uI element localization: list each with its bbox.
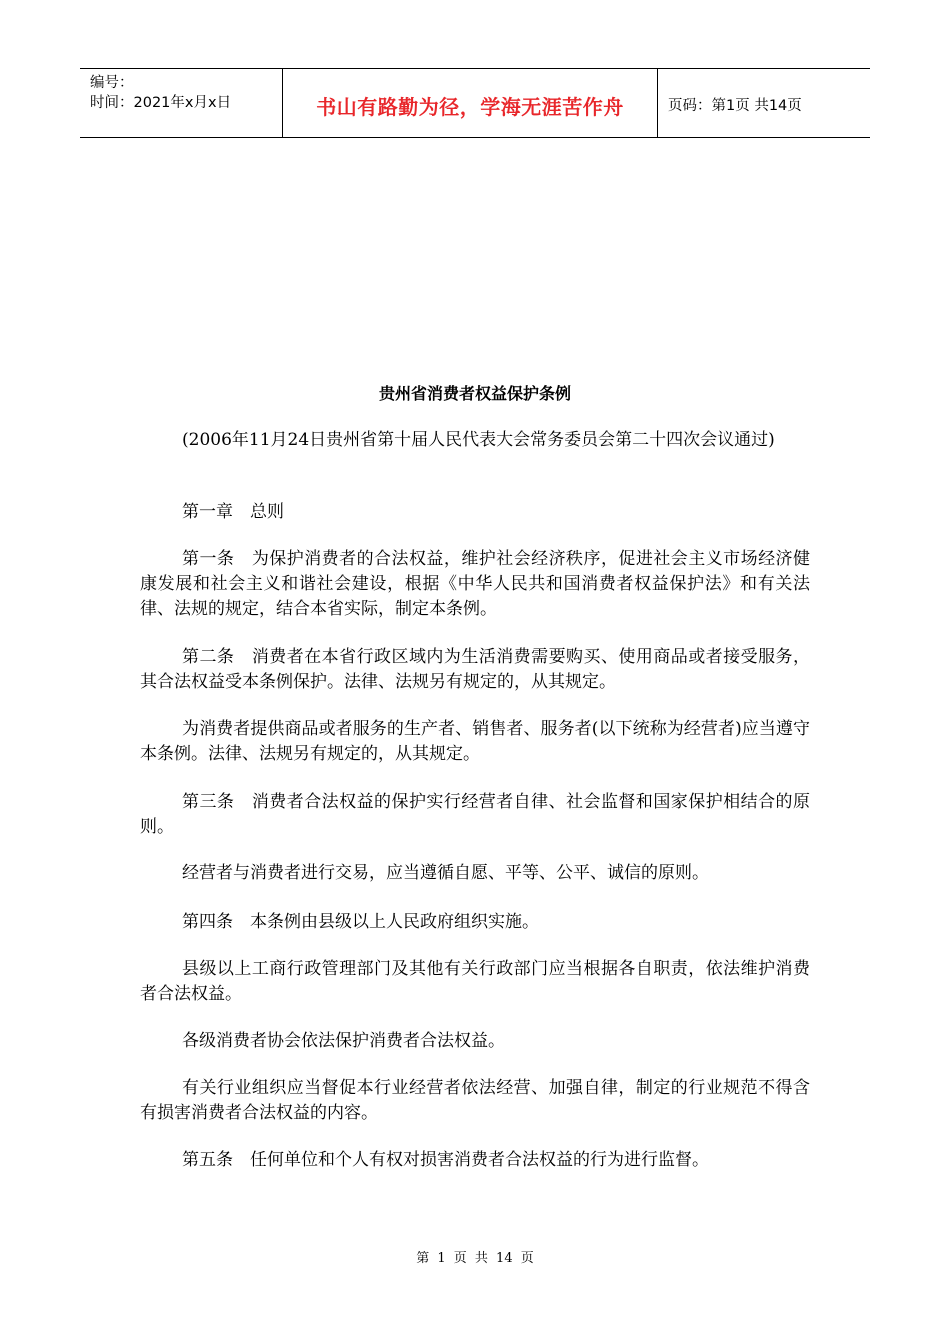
paragraph-article-4: 第四条 本条例由县级以上人民政府组织实施。 — [182, 912, 539, 932]
document-number-label: 编号： — [90, 75, 134, 91]
paragraph-article-3: 第三条 消费者合法权益的保护实行经营者自律、社会监督和国家保护相结合的原则。 — [140, 792, 810, 837]
header-page-info: 页码：第1页 共14页 — [668, 98, 802, 114]
paragraph-adoption-note: (2006年11月24日贵州省第十届人民代表大会常务委员会第二十四次会议通过) — [182, 430, 775, 450]
chapter-heading: 第一章 总则 — [182, 502, 284, 522]
paragraph-article-1: 第一条 为保护消费者的合法权益，维护社会经济秩序，促进社会主义市场经济健康发展和社会主义和谐社会建设，根据《中华人民共和国消费者权益保护法》和有关法律、法规的规定，结合本省实际，制定本条例。 — [140, 549, 810, 619]
paragraph-article-3-cont: 经营者与消费者进行交易，应当遵循自愿、平等、公平、诚信的原则。 — [182, 863, 709, 883]
document-header — [80, 68, 870, 138]
paragraph-article-4-industry: 有关行业组织应当督促本行业经营者依法经营、加强自律，制定的行业规范不得含有损害消费者合法权益的内容。 — [140, 1078, 810, 1123]
header-motto-cell — [283, 69, 658, 137]
header-motto: 书山有路勤为径，学海无涯苦作舟 — [316, 95, 624, 119]
header-info-cell — [80, 69, 283, 137]
page-footer: 第 1 页 共 14 页 — [416, 1251, 534, 1266]
document-title: 贵州省消费者权益保护条例 — [378, 384, 571, 403]
paragraph-article-2: 第二条 消费者在本省行政区域内为生活消费需要购买、使用商品或者接受服务，其合法权益受本条例保护。法律、法规另有规定的，从其规定。 — [140, 647, 810, 692]
document-date: 时间：2021年x月x日 — [90, 95, 232, 111]
paragraph-article-2-cont: 为消费者提供商品或者服务的生产者、销售者、服务者(以下统称为经营者)应当遵守本条例。法律、法规另有规定的，从其规定。 — [140, 719, 810, 764]
header-page-cell — [658, 69, 870, 137]
paragraph-article-5: 第五条 任何单位和个人有权对损害消费者合法权益的行为进行监督。 — [182, 1150, 709, 1170]
paragraph-article-4-consumer-assoc: 各级消费者协会依法保护消费者合法权益。 — [182, 1031, 505, 1051]
paragraph-article-4-cont: 县级以上工商行政管理部门及其他有关行政部门应当根据各自职责，依法维护消费者合法权益。 — [140, 959, 810, 1004]
